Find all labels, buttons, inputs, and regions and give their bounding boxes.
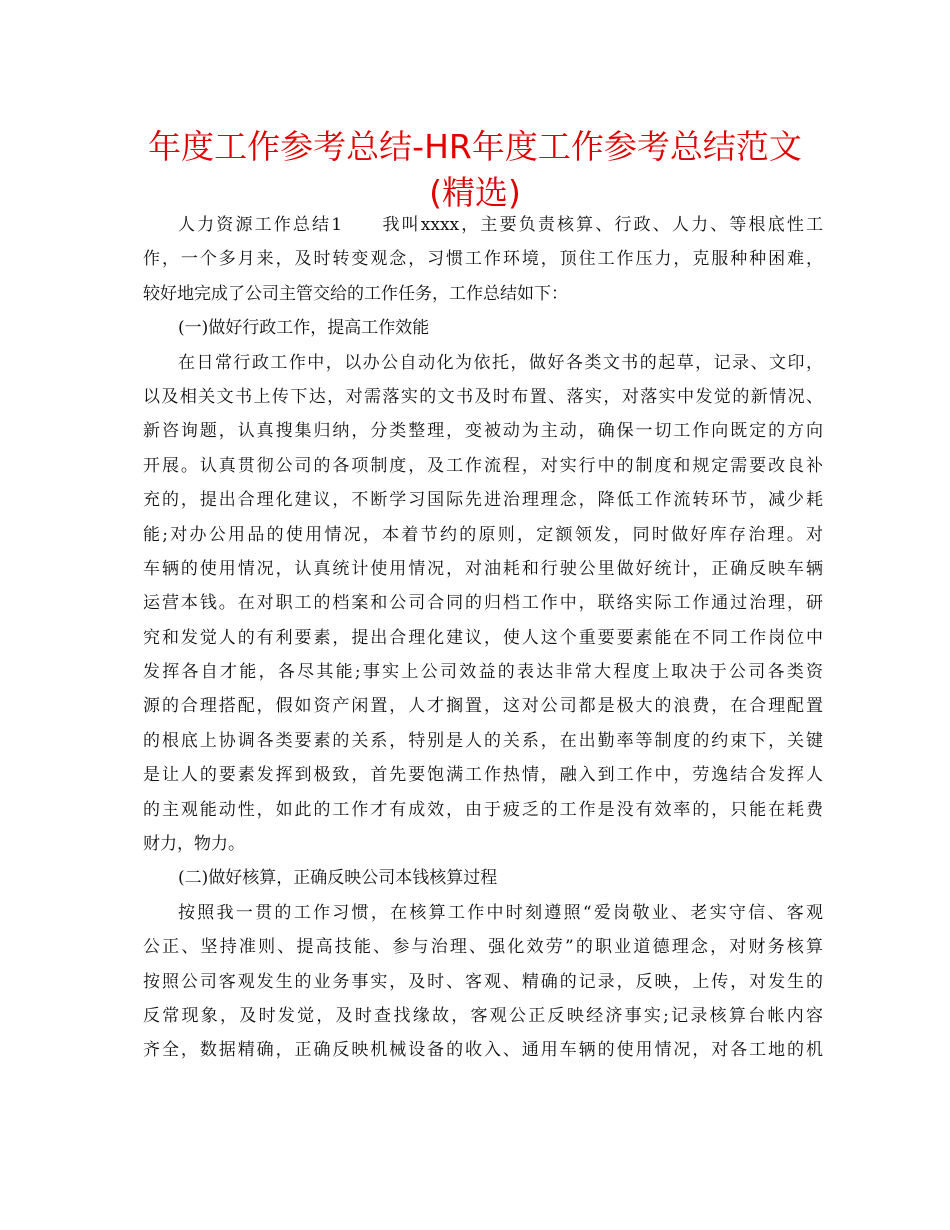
- body-line: 源的合理搭配，假如资产闲置，人才搁置，这对公司都是极大的浪费，在合理配置: [143, 696, 823, 717]
- body-line: 作，一个多月来，及时转变观念，习惯工作环境，顶住工作压力，克服种种困难，: [143, 249, 823, 270]
- document-title-suffix: (精选): [429, 173, 521, 212]
- body-line: 车辆的使用情况，认真统计使用情况，对油耗和行驶公里做好统计，正确反映车辆: [143, 558, 823, 579]
- body-line: 人力资源工作总结1 我叫xxxx，主要负责核算、行政、人力、等根底性工: [178, 215, 823, 235]
- section-heading: (一)做好行政工作，提高工作效能: [178, 318, 430, 339]
- body-line: 反常现象，及时发觉，及时查找缘故，客观公正反映经济事实;记录核算台帐内容: [143, 1005, 823, 1026]
- body-line: 齐全，数据精确，正确反映机械设备的收入、通用车辆的使用情况，对各工地的机: [143, 1040, 823, 1061]
- section-heading: (二)做好核算，正确反映公司本钱核算过程: [178, 868, 498, 889]
- body-line: 能;对办公用品的使用情况，本着节约的原则，定额领发，同时做好库存治理。对: [143, 524, 823, 545]
- document-body: [143, 208, 823, 1068]
- body-line: 是让人的要素发挥到极致，首先要饱满工作热情，融入到工作中，劳逸结合发挥人: [143, 765, 823, 786]
- body-line: 的主观能动性，如此的工作才有成效，由于疲乏的工作是没有效率的，只能在耗费: [143, 799, 823, 820]
- body-line: 按照我一贯的工作习惯，在核算工作中时刻遵照“爱岗敬业、老实守信、客观: [178, 902, 823, 923]
- body-line: 财力，物力。: [143, 834, 245, 855]
- body-line: 在日常行政工作中，以办公自动化为依托，做好各类文书的起草，记录、文印，: [178, 352, 823, 373]
- body-line: 究和发觉人的有利要素，提出合理化建议，使人这个重要要素能在不同工作岗位中: [143, 627, 823, 648]
- document-title: 年度工作参考总结-HR年度工作参考总结范文: [148, 127, 802, 166]
- body-line: 发挥各自才能，各尽其能;事实上公司效益的表达非常大程度上取决于公司各类资: [143, 662, 823, 683]
- body-line: 充的，提出合理化建议，不断学习国际先进治理理念，降低工作流转环节，减少耗: [143, 490, 823, 511]
- body-line: 开展。认真贯彻公司的各项制度，及工作流程，对实行中的制度和规定需要改良补: [143, 455, 823, 476]
- body-line: 新咨询题，认真搜集归纳，分类整理，变被动为主动，确保一切工作向既定的方向: [143, 421, 823, 442]
- body-line: 按照公司客观发生的业务事实，及时、客观、精确的记录，反映，上传，对发生的: [143, 971, 823, 992]
- body-line: 运营本钱。在对职工的档案和公司合同的归档工作中，联络实际工作通过治理，研: [143, 593, 823, 614]
- body-line: 的根底上协调各类要素的关系，特别是人的关系，在出勤率等制度的约束下，关键: [143, 730, 823, 751]
- body-line: 以及相关文书上传下达，对需落实的文书及时布置、落实，对落实中发觉的新情况、: [143, 386, 823, 407]
- body-line: 较好地完成了公司主管交给的工作任务，工作总结如下：: [143, 283, 568, 304]
- body-line: 公正、坚持准则、提高技能、参与治理、强化效劳”的职业道德理念，对财务核算: [143, 937, 823, 958]
